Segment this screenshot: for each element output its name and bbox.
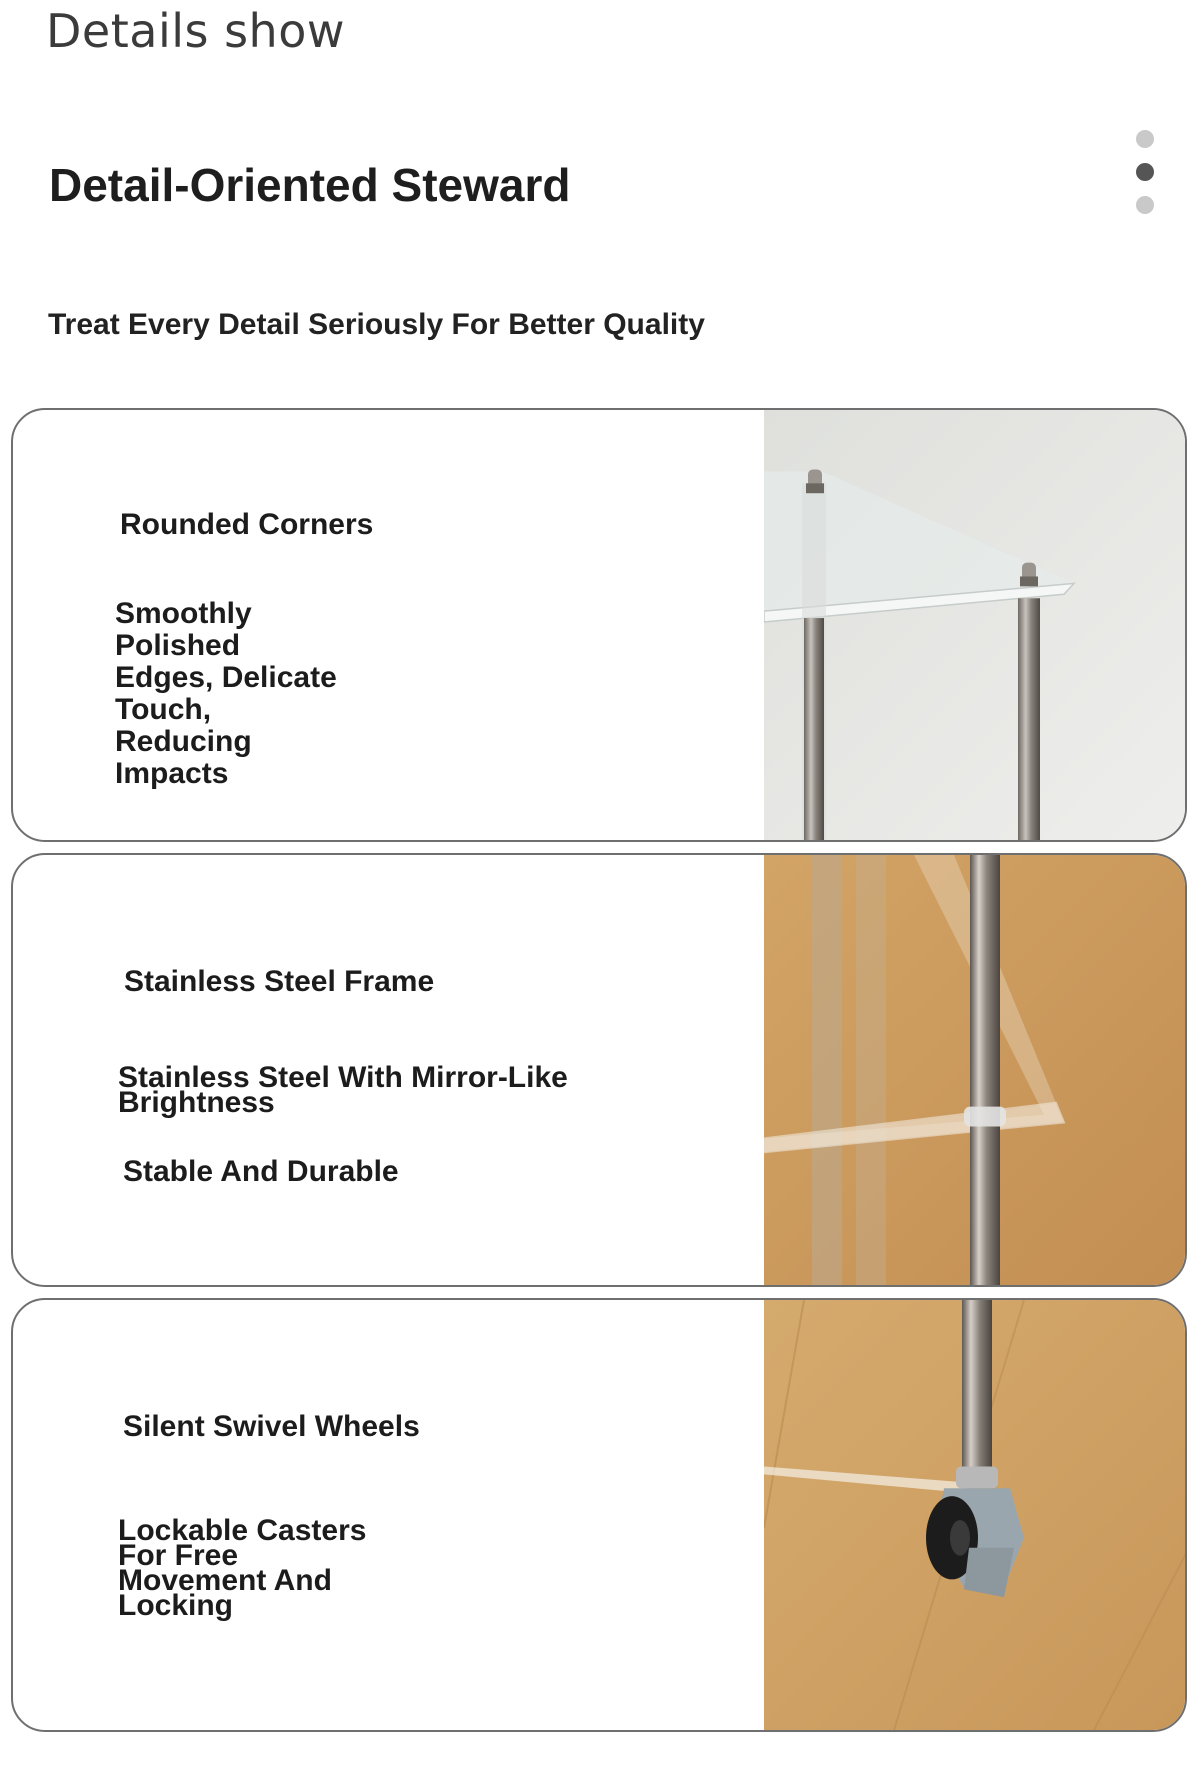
- feature-line: Smoothly: [115, 597, 252, 630]
- feature-title: Silent Swivel Wheels: [123, 1410, 420, 1443]
- feature-description: [118, 1061, 568, 1119]
- feature-line: For Free: [118, 1539, 239, 1572]
- feature-line: Locking: [118, 1589, 234, 1622]
- feature-title: Stainless Steel Frame: [124, 965, 435, 998]
- caster-wheel-image: [764, 1300, 1187, 1730]
- feature-extra: Stable And Durable: [123, 1155, 399, 1188]
- stainless-steel-pole-image: [764, 855, 1187, 1285]
- page-title: Detail-Oriented Steward: [49, 159, 571, 211]
- carousel-dot-2-active[interactable]: [1136, 163, 1154, 181]
- carousel-dot-3[interactable]: [1136, 196, 1154, 214]
- feature-line: Reducing: [115, 725, 252, 758]
- feature-card-silent-swivel-wheels: [11, 1298, 1187, 1732]
- feature-card-stainless-steel-frame: [11, 853, 1187, 1287]
- feature-line: Edges, Delicate: [115, 661, 337, 694]
- carousel-dot-1[interactable]: [1136, 130, 1154, 148]
- feature-description: [115, 598, 337, 790]
- feature-card-rounded-corners: [11, 408, 1187, 842]
- feature-title: Rounded Corners: [120, 508, 374, 541]
- page-subtitle: Treat Every Detail Seriously For Better Quality: [48, 308, 705, 341]
- feature-line: Impacts: [115, 757, 229, 790]
- feature-line: Stainless Steel With Mirror-Like: [118, 1061, 568, 1094]
- feature-line: Polished: [115, 629, 241, 662]
- carousel-indicator: [1136, 130, 1156, 229]
- feature-line: Lockable Casters: [118, 1514, 367, 1547]
- section-label: Details show: [46, 4, 345, 58]
- feature-line: Touch,: [115, 693, 212, 726]
- feature-line: Brightness: [118, 1086, 275, 1119]
- feature-line: Movement And: [118, 1564, 332, 1597]
- acrylic-shelf-corner-image: [764, 410, 1187, 840]
- feature-description: [118, 1514, 367, 1622]
